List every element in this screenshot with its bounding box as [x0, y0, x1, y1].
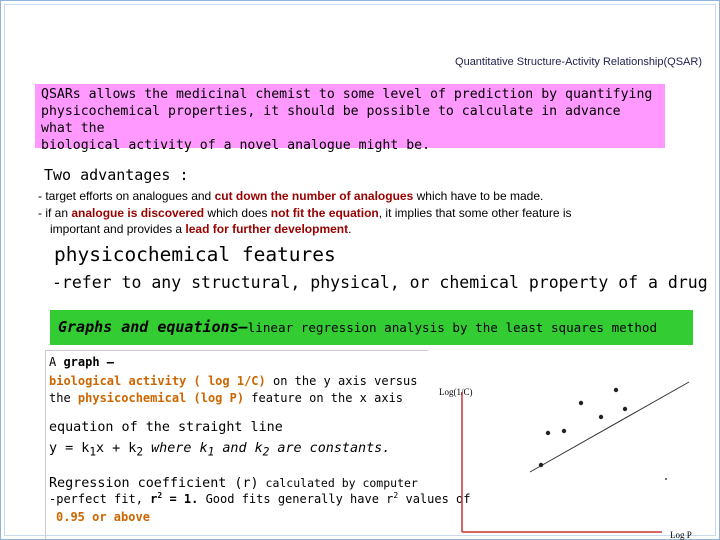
reg-equals-one: = 1. [162, 492, 199, 506]
graph-desc-line-3 [49, 391, 403, 405]
adv1-text-a: - target efforts on analogues and [38, 189, 215, 203]
equation-line-1: equation of the straight line [49, 420, 283, 435]
graphs-banner-text: linear regression analysis by the least squares method [247, 320, 658, 335]
adv1-highlight: cut down the number of analogues [214, 189, 414, 203]
eq-part-1: y = k [49, 441, 90, 456]
adv3-text-a: important and provides a [50, 222, 186, 236]
intro-line-1: QSARs allows the medicinal chemist to some level of prediction by quantifying [41, 87, 653, 102]
plot-point [546, 431, 550, 435]
graphs-banner-title: Graphs and equations [58, 318, 239, 336]
advantage-line-1 [38, 189, 543, 203]
graph-desc-line-2 [49, 374, 417, 388]
graph-desc-graph: graph – [63, 355, 115, 369]
reg-sup-2: 2 [393, 491, 399, 500]
graph-desc-bio-activity: biological activity ( log 1/C) [49, 374, 266, 388]
graph-desc-a: A [49, 355, 64, 369]
plot-x-label: Log P [670, 530, 692, 540]
reg-good-fits: Good fits generally have r [198, 492, 394, 506]
regression-label: Regression coefficient (r) [49, 476, 259, 491]
regression-plot [427, 348, 720, 540]
reg-values-of: values of [398, 492, 471, 506]
plot-y-label: Log(1/C) [439, 387, 473, 397]
graphs-banner-dash: – [238, 318, 248, 336]
regression-line-1 [49, 472, 418, 491]
graph-desc-physchem: physicochemical (log P) [77, 391, 245, 405]
intro-box [35, 84, 665, 153]
intro-line-3: biological activity of a novel analogue might be. [41, 138, 431, 153]
graph-desc-yaxis: on the y axis versus [265, 374, 418, 388]
eq-part-3: where k [143, 441, 208, 456]
graphs-banner [50, 310, 693, 345]
adv2-highlight-1: analogue is discovered [71, 206, 205, 220]
physicochemical-title: physicochemical features [54, 243, 336, 266]
adv2-highlight-2: not fit the equation [270, 206, 379, 220]
eq-sub-2: 2 [136, 445, 144, 459]
equation-line-2 [49, 441, 390, 459]
adv3-highlight: lead for further development [185, 222, 349, 236]
slide-header: Quantitative Structure-Activity Relationship(QSAR) [455, 56, 702, 68]
plot-point [579, 401, 583, 405]
adv3-text-c: . [348, 222, 352, 236]
reg-perfect-fit: -perfect fit, [49, 492, 151, 506]
reg-r: r [150, 492, 158, 506]
advantages-heading: Two advantages : [44, 166, 189, 184]
graph-desc-the: the [49, 391, 78, 405]
plot-point [665, 478, 667, 480]
regression-line [530, 382, 689, 472]
regression-line-3: 0.95 or above [56, 510, 150, 524]
plot-point [614, 388, 618, 392]
reg-sup: 2 [157, 491, 163, 500]
eq-sub-1: 1 [89, 445, 97, 459]
adv1-text-c: which have to be made. [413, 189, 544, 203]
plot-points [539, 388, 667, 480]
advantage-line-3 [50, 222, 351, 236]
eq-sub-4: 2 [262, 445, 270, 459]
plot-point [539, 463, 543, 467]
adv2-text-c: which does [204, 206, 271, 220]
plot-point [599, 415, 603, 419]
eq-part-5: are constants. [269, 441, 391, 456]
adv2-text-e: , it implies that some other feature is [378, 206, 572, 220]
graph-desc-xaxis: feature on the x axis [244, 391, 404, 405]
regression-note: calculated by computer [258, 476, 418, 490]
plot-point [562, 429, 566, 433]
physicochemical-definition: -refer to any structural, physical, or chemical property of a drug [52, 273, 708, 292]
regression-line-2 [49, 491, 471, 506]
adv2-text-a: - if an [38, 206, 72, 220]
plot-point [623, 407, 627, 411]
graph-desc-line-1 [49, 355, 114, 369]
intro-line-2: physicochemical properties, it should be possible to calculate in advance what the [41, 104, 621, 136]
advantage-line-2 [38, 206, 572, 220]
eq-part-4: and k [214, 441, 263, 456]
eq-part-2: x + k [96, 441, 137, 456]
eq-sub-3: 1 [207, 445, 215, 459]
